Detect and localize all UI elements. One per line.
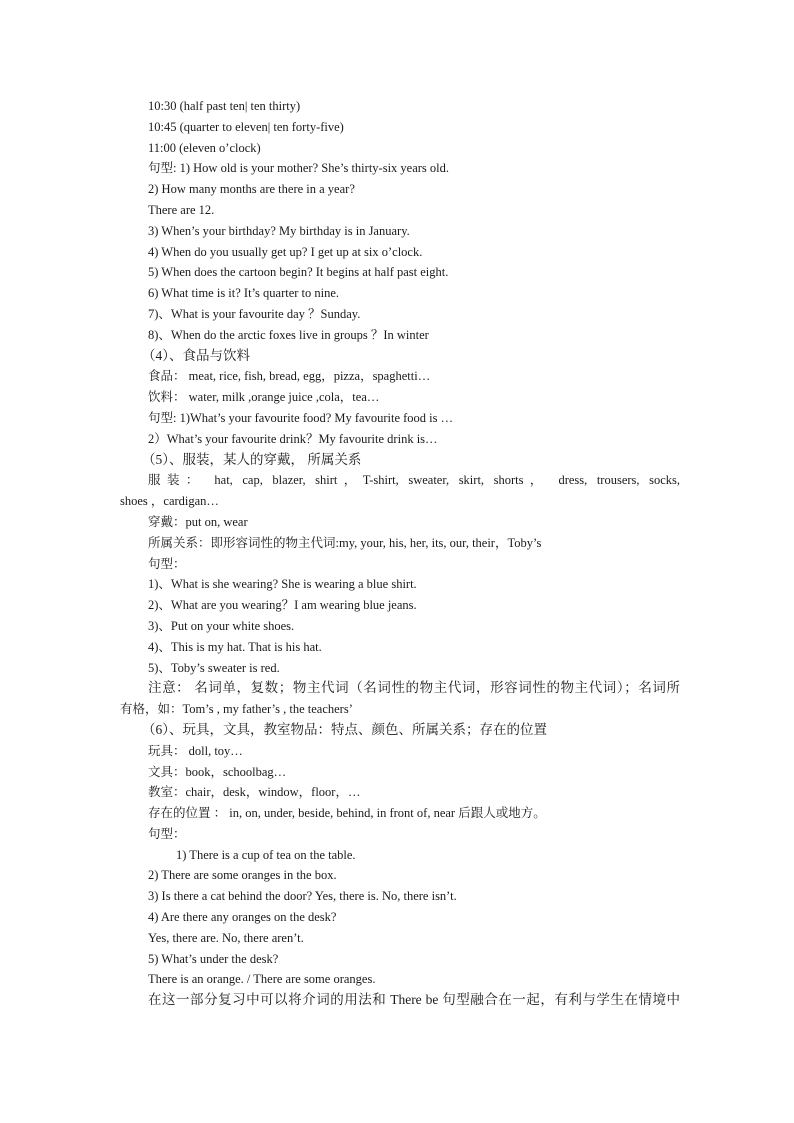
sentence-pattern-line: 3) When’s your birthday? My birthday is in January. [148,223,410,238]
section-heading-clothes: （5）、服装，某人的穿戴， 所属关系 [142,451,362,467]
sentence-pattern-line: 4) When do you usually get up? I get up at six o’clock. [148,244,423,259]
sentence-pattern-line: 8)、When do the arctic foxes live in groups ？In winter [148,327,429,342]
sentence-pattern-line: 4)、This is my hat. That is his hat. [148,639,322,654]
vocab-food: 食品： meat, rice, fish, bread, egg，pizza，spaghetti… [148,369,431,384]
vocab-toys: 玩具： doll, toy… [148,743,243,758]
vocab-wear: 穿戴：put on, wear [148,514,248,529]
time-example-1030: 10:30 (half past ten| ten thirty) [148,99,301,113]
document-body [120,96,680,1011]
time-example-1100: 11:00 (eleven o’clock) [148,140,261,155]
sentence-pattern-line: 2) There are some oranges in the box. [148,868,337,883]
vocab-prepositions: 存在的位置 ： in, on, under, beside, behind, in front of, near 后跟人或地方。 [148,806,546,821]
sentence-pattern-line: 2) How many months are there in a year? [148,182,355,197]
sentence-pattern-line: 2)、What are you wearing？I am wearing blue jeans. [148,598,417,613]
time-example-1045: 10:45 (quarter to eleven| ten forty-five) [148,119,344,134]
sentence-pattern-line: 3)、Put on your white shoes. [148,618,295,633]
sentence-pattern-line: 5)、Toby’s sweater is red. [148,660,280,675]
note-paragraph: 注意： 名词单，复数；物主代词（名词性的物主代词，形容词性的物主代词）；名词所 [148,680,680,696]
sentence-pattern-line: 1)、What is she wearing? She is wearing a blue shirt. [148,577,417,592]
sentence-pattern-line: 3) Is there a cat behind the door? Yes, there is. No, there isn’t. [148,889,457,904]
sentence-pattern-line: 5) When does the cartoon begin? It begins at half past eight. [148,265,449,280]
sentence-pattern-line: Yes, there are. No, there aren’t. [148,930,304,945]
vocab-drinks: 饮料： water, milk ,orange juice ,cola，tea… [148,390,380,405]
vocab-stationery: 文具：book，schoolbag… [148,764,287,779]
sentence-pattern-label: 句型： [148,826,186,841]
vocab-clothes-continued: shoes ，cardigan… [120,494,219,509]
sentence-pattern-line: 7)、What is your favourite day ？Sunday. [148,306,361,321]
sentence-pattern-line: 2）What’s your favourite drink？My favourite drink is… [148,431,438,446]
sentence-pattern-line: 4) Are there any oranges on the desk? [148,910,337,925]
sentence-pattern-label: 句型： [148,556,186,571]
vocab-possessive: 所属关系：即形容词性的物主代词:my, your, his, her, its, our, their，Toby’s [148,535,542,550]
section-heading-food: （4）、食品与饮料 [142,347,250,363]
sentence-pattern-line: 句型: 1) How old is your mother? She’s thirty-six years old. [148,161,450,176]
sentence-pattern-line: 6) What time is it? It’s quarter to nine. [148,286,340,301]
sentence-pattern-line: There are 12. [148,202,215,217]
sentence-pattern-line: 1) There is a cup of tea on the table. [176,847,356,862]
vocab-clothes: 服装： hat, cap, blazer, shirt，T-shirt, sweater, skirt, shorts， dress, trousers, socks, [148,473,680,488]
note-paragraph-continued: 有格，如：Tom’s , my father’s , the teachers’ [120,702,353,717]
teaching-note: 在这一部分复习中可以将介词的用法和 There be 句型融合在一起，有利与学生在情境中 [148,992,680,1008]
sentence-pattern-line: 句型: 1)What’s your favourite food? My favourite food is … [148,410,454,425]
section-heading-toys: （6）、玩具，文具，教室物品：特点、颜色、所属关系；存在的位置 [142,721,547,737]
sentence-pattern-line: There is an orange. / There are some oranges. [148,972,376,987]
sentence-pattern-line: 5) What’s under the desk? [148,951,279,966]
vocab-classroom: 教室：chair，desk，window，floor，… [148,785,361,800]
